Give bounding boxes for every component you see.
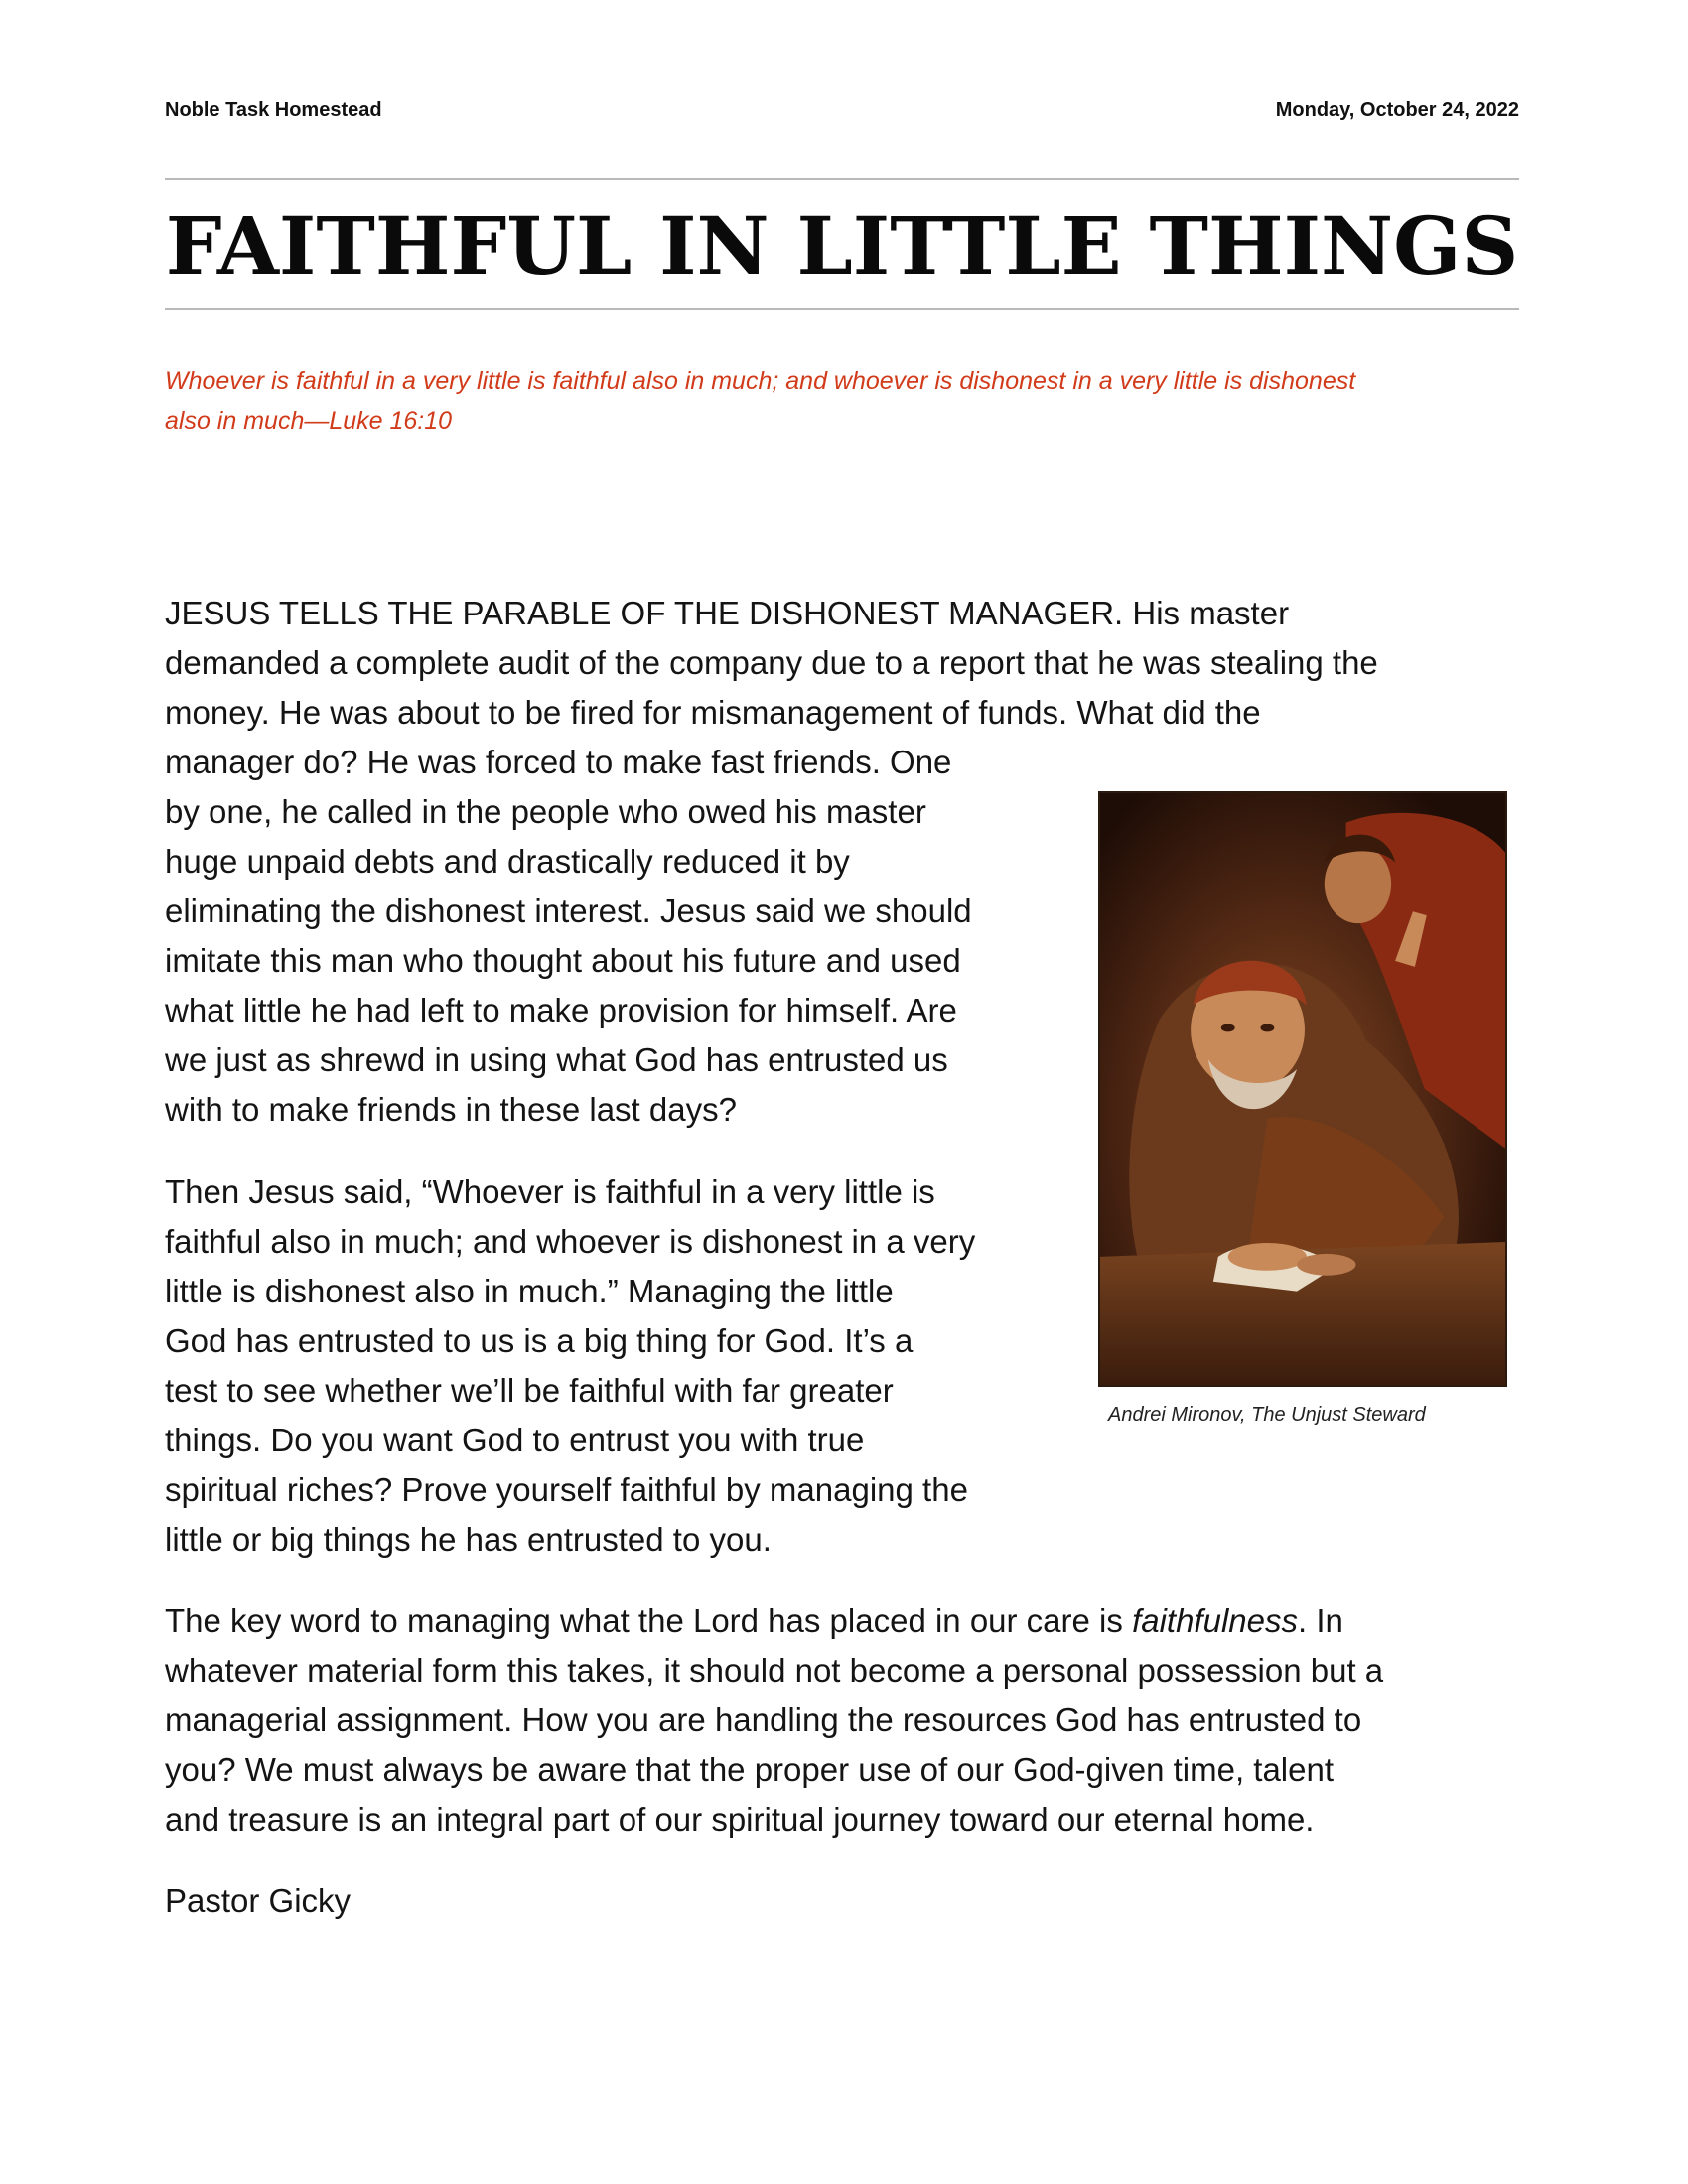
scripture-epigraph xyxy=(165,361,1519,441)
paragraph-line: managerial assignment. How you are handling the resources God has entrusted to xyxy=(165,1702,1362,1738)
article-title: FAITHFUL IN LITTLE THINGS xyxy=(165,200,1519,293)
paragraph-text: The key word to managing what the Lord has placed in our care is xyxy=(165,1602,1133,1639)
paragraph-line: what little he had left to make provision for himself. Are xyxy=(165,992,957,1028)
paragraph-line: God has entrusted to us is a big thing for God. It’s a xyxy=(165,1322,914,1359)
paragraph-text: . In xyxy=(1298,1602,1343,1639)
paragraph-line: things. Do you want God to entrust you with true xyxy=(165,1422,865,1458)
painting-caption: Andrei Mironov, The Unjust Steward xyxy=(1108,1404,1426,1426)
painting-image xyxy=(1100,793,1505,1385)
paragraph-line: JESUS TELLS THE PARABLE OF THE DISHONEST MANAGER. His master xyxy=(165,595,1290,631)
title-bottom-rule xyxy=(165,308,1519,310)
paragraph-line: by one, he called in the people who owed his master xyxy=(165,793,926,830)
paragraph-line: manager do? He was forced to make fast friends. One xyxy=(165,744,952,780)
paragraph-line xyxy=(165,1596,1519,1646)
paragraph-line: Then Jesus said, “Whoever is faithful in a very little is xyxy=(165,1173,935,1210)
paragraph-line: demanded a complete audit of the company due to a report that he was stealing the xyxy=(165,644,1378,681)
document-page xyxy=(165,0,1519,2184)
page-header xyxy=(165,99,1519,129)
publication-date: Monday, October 24, 2022 xyxy=(1275,99,1519,121)
painting-unjust-steward xyxy=(1098,791,1507,1387)
paragraph-3 xyxy=(165,1596,1519,1844)
paragraph-line: money. He was about to be fired for mismanagement of funds. What did the xyxy=(165,694,1261,731)
epigraph-line: also in much—Luke 16:10 xyxy=(165,407,453,435)
paragraph-line: little or big things he has entrusted to you. xyxy=(165,1521,772,1558)
paragraph-line: spiritual riches? Prove yourself faithful by managing the xyxy=(165,1471,968,1508)
paragraph-line: test to see whether we’ll be faithful with far greater xyxy=(165,1372,894,1409)
paragraph-line: with to make friends in these last days? xyxy=(165,1091,737,1128)
title-top-rule xyxy=(165,178,1519,180)
paragraph-line: we just as shrewd in using what God has entrusted us xyxy=(165,1041,948,1078)
paragraph-line: and treasure is an integral part of our spiritual journey toward our eternal home. xyxy=(165,1801,1315,1838)
paragraph-2 xyxy=(165,1167,1058,1565)
paragraph-line: imitate this man who thought about his future and used xyxy=(165,942,961,979)
author-signature: Pastor Gicky xyxy=(165,1882,352,1919)
emphasized-word: faithfulness xyxy=(1132,1602,1298,1639)
paragraph-line: you? We must always be aware that the proper use of our God-given time, talent xyxy=(165,1751,1335,1788)
publisher-name: Noble Task Homestead xyxy=(165,99,382,121)
epigraph-line: Whoever is faithful in a very little is faithful also in much; and whoever is dishonest in a very little is dishonest xyxy=(165,367,1356,395)
paragraph-line: huge unpaid debts and drastically reduced it by xyxy=(165,843,850,880)
paragraph-line: whatever material form this takes, it should not become a personal possession but a xyxy=(165,1652,1384,1689)
paragraph-1-wide xyxy=(165,589,1519,738)
paragraph-line: little is dishonest also in much.” Managing the little xyxy=(165,1273,894,1309)
paragraph-1-wrapped xyxy=(165,738,1058,1135)
paragraph-line: faithful also in much; and whoever is dishonest in a very xyxy=(165,1223,976,1260)
paragraph-line: eliminating the dishonest interest. Jesus said we should xyxy=(165,892,972,929)
